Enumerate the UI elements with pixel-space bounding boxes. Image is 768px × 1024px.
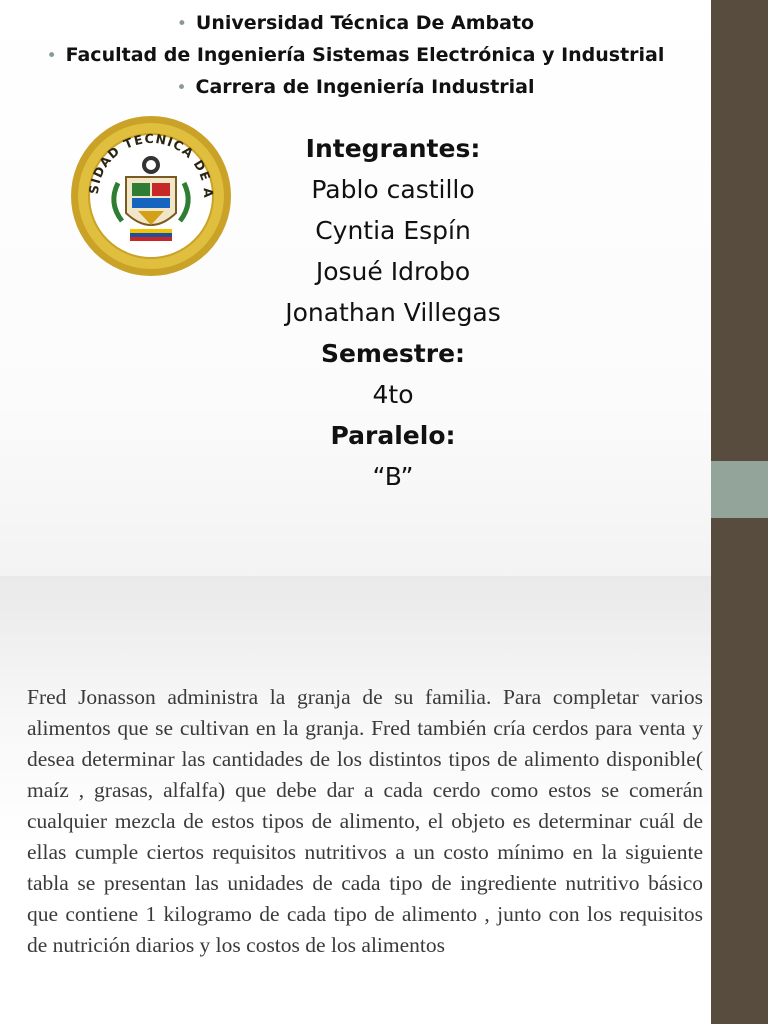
paralelo-heading: Paralelo: [330,421,456,450]
institution-header [0,8,711,104]
semestre-value: 4to [372,380,414,409]
sidebar-dark-band [711,0,768,461]
university-seal-logo [68,113,234,279]
presentation-info [228,128,558,497]
decorative-sidebar [711,576,768,1024]
problem-paragraph: Fred Jonasson administra la granja de su familia. Para completar varios alimentos que se cultivan en la granja. Fred también cría cerdos para venta y desea determinar las cantidades de los distintos tipos de alimento disponible( maíz , grasas, alfalfa) que debe dar a cada cerdo como estos se comerán cualquier mezcla de estos tipos de alimento, el objeto es determinar cuál de ellas cumple ciertos requisitos nutritivos a un costo mínimo en la siguiente tabla se presentan las unidades de cada tipo de ingrediente nutritivo básico que contiene 1 kilogramo de cada tipo de alimento , junto con los requisitos de nutrición diarios y los costos de los alimentos [27,685,703,957]
sidebar-dark-band [711,576,768,1024]
bullet-icon: • [176,14,187,34]
paralelo-value: “B” [372,462,414,491]
svg-text:UNIVERSIDAD TECNICA DE AMBATO: SIDAD TECNICA DE A [85,130,217,200]
sidebar-accent-band [711,461,768,518]
integrantes-heading: Integrantes: [305,134,481,163]
header-item: • Facultad de Ingeniería Sistemas Electrónica y Industrial [46,44,665,66]
semestre-heading: Semestre: [320,339,466,368]
member-name: Josué Idrobo [315,257,471,286]
member-name: Jonathan Villegas [285,298,501,327]
bullet-icon: • [46,46,57,66]
member-name: Cyntia Espín [315,216,471,245]
member-name: Pablo castillo [311,175,475,204]
problem-slide [0,576,768,1024]
sidebar-dark-band-lower [711,518,768,576]
header-item: • Carrera de Ingeniería Industrial [176,76,535,98]
decorative-sidebar [711,0,768,576]
bullet-icon: • [176,78,187,98]
header-item: • Universidad Técnica De Ambato [176,12,535,34]
